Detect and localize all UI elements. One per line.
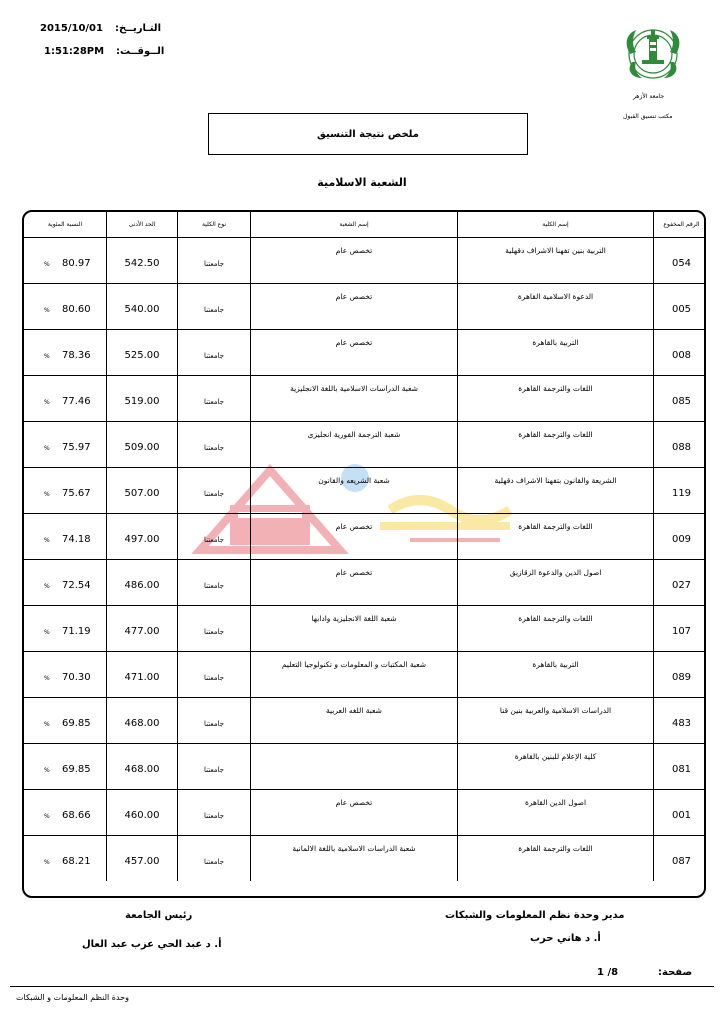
code-value: 087	[671, 856, 692, 867]
type-value: جامعتنا	[204, 490, 224, 498]
cell-code	[654, 560, 707, 606]
cell-type	[178, 376, 251, 422]
university-logo	[616, 18, 690, 86]
college-value: اللغات والترجمة القاهرة	[518, 384, 593, 393]
cell-code	[654, 422, 707, 468]
cell-pct	[24, 790, 107, 836]
college-value: التربية بالقاهرة	[532, 660, 579, 669]
cell-college	[458, 422, 654, 468]
cell-branch	[251, 560, 458, 606]
table-row	[24, 284, 706, 330]
table-row	[24, 238, 706, 284]
cell-college	[458, 744, 654, 790]
cell-college	[458, 330, 654, 376]
cell-college	[458, 514, 654, 560]
date-value: 2015/10/01	[40, 23, 103, 34]
cell-pct	[24, 468, 107, 514]
code-value: 107	[671, 626, 692, 637]
type-value: جامعتنا	[204, 398, 224, 406]
cell-branch	[251, 422, 458, 468]
type-value: جامعتنا	[204, 536, 224, 544]
cell-type	[178, 836, 251, 882]
cell-branch	[251, 284, 458, 330]
code-value: 001	[671, 810, 692, 821]
min-value: 468.00	[124, 718, 160, 729]
college-value: اللغات والترجمة القاهرة	[518, 430, 593, 439]
cell-code	[654, 744, 707, 790]
cell-type	[178, 468, 251, 514]
header-type: نوع الكلية	[178, 212, 251, 238]
cell-college	[458, 652, 654, 698]
cell-min	[107, 284, 178, 330]
branch-value: شعبة الدراسات الاسلامية باللغة الالمانية	[292, 844, 416, 853]
pct-symbol: %	[44, 859, 50, 866]
min-value: 477.00	[124, 626, 160, 637]
cell-branch	[251, 606, 458, 652]
cell-pct	[24, 652, 107, 698]
cell-code	[654, 698, 707, 744]
pct-value: 71.19	[62, 626, 91, 637]
table-row	[24, 744, 706, 790]
code-value: 008	[671, 350, 692, 361]
table-row	[24, 698, 706, 744]
pct-symbol: %	[44, 445, 50, 452]
cell-code	[654, 238, 707, 284]
pct-value: 75.67	[62, 488, 91, 499]
cell-pct	[24, 836, 107, 882]
cell-min	[107, 652, 178, 698]
pct-symbol: %	[44, 767, 50, 774]
cell-type	[178, 284, 251, 330]
college-value: الدعوة الاسلامية القاهرة	[517, 292, 594, 301]
table-row	[24, 652, 706, 698]
footer-divider	[10, 986, 714, 987]
cell-min	[107, 376, 178, 422]
cell-pct	[24, 284, 107, 330]
header-min: الحد الأدنى	[107, 212, 178, 238]
cell-code	[654, 514, 707, 560]
cell-pct	[24, 376, 107, 422]
type-value: جامعتنا	[204, 444, 224, 452]
cell-min	[107, 698, 178, 744]
cell-min	[107, 790, 178, 836]
cell-min	[107, 330, 178, 376]
footer-text: وحدة النظم المعلومات و الشبكات	[16, 993, 129, 1002]
header-pct: النسبة المئوية	[24, 212, 107, 238]
pct-value: 68.66	[62, 810, 91, 821]
pct-value: 68.21	[62, 856, 91, 867]
cell-college	[458, 560, 654, 606]
cell-type	[178, 606, 251, 652]
code-value: 005	[671, 304, 692, 315]
results-table	[22, 210, 706, 898]
min-value: 507.00	[124, 488, 160, 499]
cell-branch	[251, 376, 458, 422]
branch-value: شعبة الدراسات الاسلامية باللغة الانجليزية	[290, 384, 418, 393]
pct-value: 78.36	[62, 350, 91, 361]
pct-value: 74.18	[62, 534, 91, 545]
college-value: اللغات والترجمة القاهرة	[518, 522, 593, 531]
cell-branch	[251, 836, 458, 882]
table-row	[24, 790, 706, 836]
college-value: التربية بالقاهرة	[532, 338, 579, 347]
type-value: جامعتنا	[204, 720, 224, 728]
header-branch: إسم الشعبة	[251, 212, 458, 238]
min-value: 509.00	[124, 442, 160, 453]
report-subtitle: الشعبة الاسلامية	[317, 176, 407, 189]
min-value: 471.00	[124, 672, 160, 683]
college-value: اصول الدين القاهرة	[524, 798, 587, 807]
min-value: 468.00	[124, 764, 160, 775]
table-row	[24, 514, 706, 560]
pct-value: 75.97	[62, 442, 91, 453]
date-label: التـاريــخ:	[115, 23, 161, 34]
time-value: 1:51:28PM	[44, 46, 105, 57]
report-title: ملخص نتيجة التنسيق	[208, 113, 528, 155]
cell-min	[107, 744, 178, 790]
cell-branch	[251, 514, 458, 560]
cell-min	[107, 422, 178, 468]
table-header-row	[24, 212, 706, 238]
cell-college	[458, 698, 654, 744]
branch-value: تخصص عام	[335, 522, 373, 531]
min-value: 486.00	[124, 580, 160, 591]
code-value: 088	[671, 442, 692, 453]
branch-value: شعبة اللغة الانجليزية وادابها	[311, 614, 397, 623]
type-value: جامعتنا	[204, 812, 224, 820]
branch-value	[251, 744, 457, 752]
cell-type	[178, 238, 251, 284]
code-value: 119	[671, 488, 692, 499]
president-title: رئيس الجامعة	[125, 910, 193, 921]
pct-value: 72.54	[62, 580, 91, 591]
cell-type	[178, 514, 251, 560]
cell-code	[654, 376, 707, 422]
header-code: الرقم المخفوع	[654, 212, 707, 238]
branch-value: شعبة اللغه العربية	[326, 706, 382, 715]
college-value: الدراسات الاسلامية والعربية بنين قنا	[499, 706, 612, 715]
office-name: مكتب تنسيق القبول	[623, 113, 673, 120]
president-name: أ. د عبد الحي عزب عبد العال	[82, 939, 222, 950]
cell-code	[654, 468, 707, 514]
min-value: 542.50	[124, 258, 160, 269]
cell-type	[178, 422, 251, 468]
college-value: الشريعة والقانون بتفهنا الاشراف دقهلية	[494, 476, 617, 485]
type-value: جامعتنا	[204, 858, 224, 866]
cell-pct	[24, 698, 107, 744]
university-name: جامعة الأزهر	[633, 93, 665, 100]
cell-branch	[251, 238, 458, 284]
pct-symbol: %	[44, 583, 50, 590]
cell-type	[178, 652, 251, 698]
branch-value: تخصص عام	[335, 798, 373, 807]
cell-pct	[24, 238, 107, 284]
header-college: إسم الكلية	[458, 212, 654, 238]
branch-value: شعبة الشريعه والقانون	[318, 476, 390, 485]
cell-code	[654, 606, 707, 652]
cell-college	[458, 376, 654, 422]
pct-symbol: %	[44, 721, 50, 728]
cell-pct	[24, 744, 107, 790]
pct-value: 70.30	[62, 672, 91, 683]
type-value: جامعتنا	[204, 628, 224, 636]
cell-branch	[251, 468, 458, 514]
branch-value: شعبة الترجمة الفورية انجليزى	[307, 430, 401, 439]
type-value: جامعتنا	[204, 766, 224, 774]
cell-type	[178, 790, 251, 836]
college-value: اللغات والترجمة القاهرة	[518, 614, 593, 623]
type-value: جامعتنا	[204, 260, 224, 268]
cell-type	[178, 560, 251, 606]
min-value: 540.00	[124, 304, 160, 315]
code-value: 085	[671, 396, 692, 407]
type-value: جامعتنا	[204, 306, 224, 314]
code-value: 081	[671, 764, 692, 775]
pct-symbol: %	[44, 813, 50, 820]
pct-value: 80.97	[62, 258, 91, 269]
cell-type	[178, 744, 251, 790]
branch-value: شعبة المكتبات و المعلومات و تكنولوجيا التعليم	[281, 660, 427, 669]
cell-college	[458, 468, 654, 514]
branch-value: تخصص عام	[335, 338, 373, 347]
college-value: التربية بنين تفهنا الاشراف دقهلية	[505, 246, 606, 255]
cell-branch	[251, 652, 458, 698]
manager-name: أ. د هاني حرب	[530, 933, 601, 944]
college-value: اللغات والترجمة القاهرة	[518, 844, 593, 853]
pct-symbol: %	[44, 629, 50, 636]
cell-branch	[251, 698, 458, 744]
pct-symbol: %	[44, 675, 50, 682]
pct-symbol: %	[44, 261, 50, 268]
type-value: جامعتنا	[204, 582, 224, 590]
cell-college	[458, 606, 654, 652]
pct-symbol: %	[44, 399, 50, 406]
min-value: 519.00	[124, 396, 160, 407]
pct-symbol: %	[44, 491, 50, 498]
branch-value: تخصص عام	[335, 292, 373, 301]
pct-value: 80.60	[62, 304, 91, 315]
cell-pct	[24, 560, 107, 606]
table-row	[24, 376, 706, 422]
pct-value: 69.85	[62, 718, 91, 729]
type-value: جامعتنا	[204, 352, 224, 360]
cell-branch	[251, 744, 458, 790]
table-row	[24, 606, 706, 652]
cell-code	[654, 652, 707, 698]
page-label: صفحة:	[658, 967, 693, 978]
branch-value: تخصص عام	[335, 246, 373, 255]
code-value: 054	[671, 258, 692, 269]
college-value: اصول الدين والدعوة الزقازيق	[509, 568, 602, 577]
min-value: 497.00	[124, 534, 160, 545]
pct-value: 77.46	[62, 396, 91, 407]
cell-pct	[24, 514, 107, 560]
cell-pct	[24, 606, 107, 652]
min-value: 460.00	[124, 810, 160, 821]
college-value: كلية الإعلام للبنين بالقاهرة	[514, 752, 597, 761]
pct-symbol: %	[44, 307, 50, 314]
code-value: 089	[671, 672, 692, 683]
cell-pct	[24, 422, 107, 468]
cell-code	[654, 790, 707, 836]
cell-min	[107, 836, 178, 882]
table-row	[24, 468, 706, 514]
table-row	[24, 560, 706, 606]
cell-min	[107, 238, 178, 284]
cell-min	[107, 560, 178, 606]
time-label: الــوقــت:	[116, 46, 165, 57]
manager-title: مدير وحدة نظم المعلومات والشبكات	[445, 910, 625, 921]
table-row	[24, 836, 706, 882]
cell-min	[107, 514, 178, 560]
branch-value: تخصص عام	[335, 568, 373, 577]
cell-college	[458, 836, 654, 882]
cell-college	[458, 790, 654, 836]
pct-value: 69.85	[62, 764, 91, 775]
min-value: 525.00	[124, 350, 160, 361]
table-row	[24, 422, 706, 468]
cell-type	[178, 698, 251, 744]
page-number: 1 /8	[597, 967, 619, 978]
min-value: 457.00	[124, 856, 160, 867]
table-row	[24, 330, 706, 376]
cell-college	[458, 238, 654, 284]
cell-code	[654, 330, 707, 376]
cell-code	[654, 284, 707, 330]
pct-symbol: %	[44, 353, 50, 360]
code-value: 009	[671, 534, 692, 545]
code-value: 483	[671, 718, 692, 729]
cell-pct	[24, 330, 107, 376]
cell-branch	[251, 330, 458, 376]
pct-symbol: %	[44, 537, 50, 544]
type-value: جامعتنا	[204, 674, 224, 682]
cell-type	[178, 330, 251, 376]
cell-branch	[251, 790, 458, 836]
cell-min	[107, 606, 178, 652]
cell-min	[107, 468, 178, 514]
code-value: 027	[671, 580, 692, 591]
cell-college	[458, 284, 654, 330]
cell-code	[654, 836, 707, 882]
